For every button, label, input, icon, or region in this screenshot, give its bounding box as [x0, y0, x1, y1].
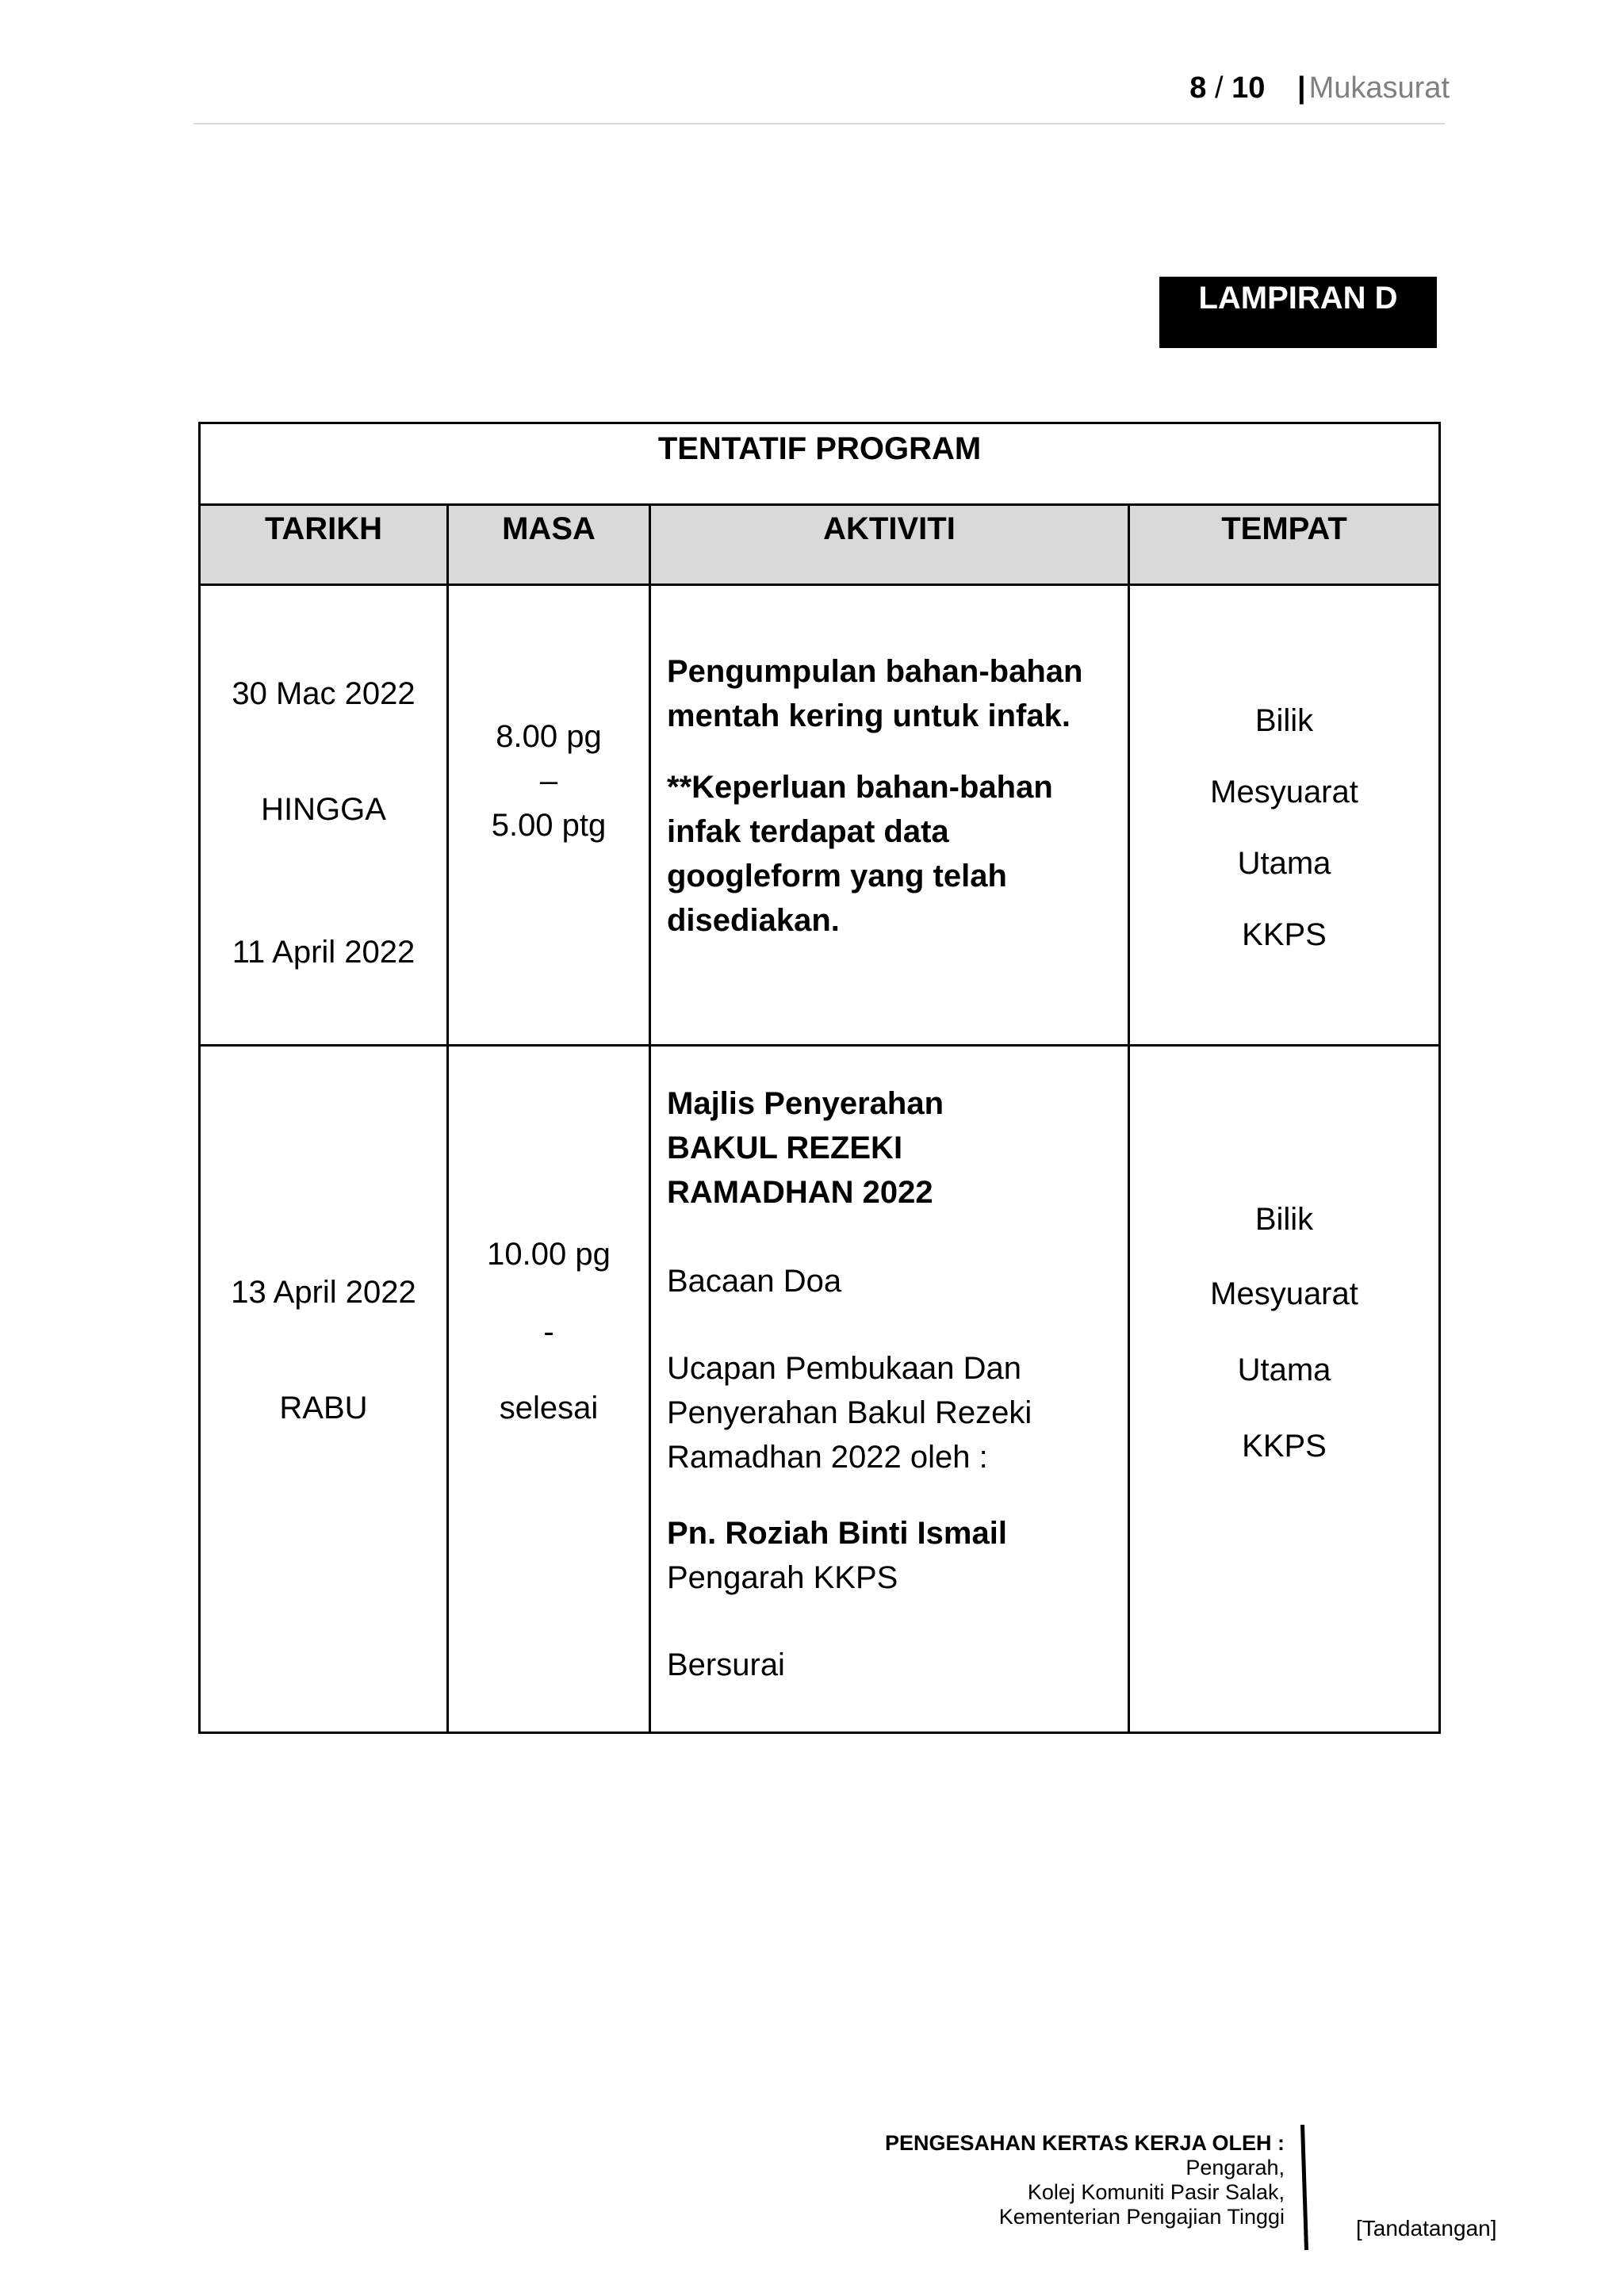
- time-dash: –: [539, 763, 558, 798]
- cell-tarikh: [200, 585, 448, 1046]
- cell-tarikh: [200, 1046, 448, 1733]
- activity-heading: RAMADHAN 2022: [667, 1175, 933, 1210]
- activity-heading: BAKUL REZEKI: [667, 1131, 903, 1165]
- cell-tempat: [1129, 585, 1440, 1046]
- approval-line: Kementerian Pengajian Tinggi: [998, 2205, 1285, 2229]
- date-end: 11 April 2022: [232, 935, 416, 970]
- activity-person-role: Pengarah KKPS: [667, 1560, 898, 1595]
- column-header-tempat: TEMPAT: [1129, 505, 1440, 585]
- cell-masa: [448, 1046, 650, 1733]
- time-start: 10.00 pg: [487, 1237, 611, 1272]
- table-row: [200, 585, 1440, 1046]
- cell-masa: [448, 585, 650, 1046]
- venue-line: Bilik: [1254, 703, 1314, 738]
- activity-speech: Ucapan Pembukaan Dan Penyerahan Bakul Rezeki Ramadhan 2022 oleh :: [667, 1351, 1032, 1475]
- cell-tempat: [1129, 1046, 1440, 1733]
- page-number: [1189, 68, 1450, 108]
- event-day: RABU: [279, 1391, 368, 1425]
- column-header-aktiviti: AKTIVITI: [650, 505, 1129, 585]
- approval-title: PENGESAHAN KERTAS KERJA OLEH :: [884, 2131, 1285, 2155]
- page-current: 8: [1189, 71, 1207, 105]
- venue-line: KKPS: [1242, 1429, 1327, 1464]
- approval-block: [885, 2131, 1285, 2229]
- table-title: TENTATIF PROGRAM: [200, 423, 1440, 505]
- time-end: selesai: [499, 1391, 599, 1425]
- signature-divider: [1300, 2125, 1308, 2250]
- venue-line: Mesyuarat: [1210, 1276, 1358, 1311]
- cell-aktiviti: [650, 585, 1129, 1046]
- page-total: 10: [1231, 71, 1266, 105]
- activity-text: Pengumpulan bahan-bahan mentah kering untuk infak.: [667, 654, 1083, 733]
- activity-heading: Majlis Penyerahan: [667, 1086, 944, 1121]
- venue-line: KKPS: [1242, 917, 1327, 952]
- venue-line: Utama: [1237, 846, 1331, 881]
- page-word: Mukasurat: [1308, 71, 1450, 105]
- page-separator: /: [1214, 71, 1224, 105]
- activity-person-name: Pn. Roziah Binti Ismail: [667, 1516, 1007, 1551]
- activity-doa: Bacaan Doa: [667, 1264, 842, 1299]
- venue-line: Bilik: [1254, 1202, 1314, 1237]
- time-end: 5.00 ptg: [491, 808, 607, 843]
- appendix-label: LAMPIRAN D: [1159, 277, 1437, 348]
- cell-aktiviti: [650, 1046, 1129, 1733]
- signature-placeholder: [Tandatangan]: [1356, 2216, 1497, 2241]
- activity-note: **Keperluan bahan-bahan infak terdapat data googleform yang telah disediakan.: [667, 770, 1053, 938]
- approval-line: Pengarah,: [1185, 2156, 1285, 2179]
- header-divider: [193, 123, 1445, 124]
- date-until: HINGGA: [261, 792, 386, 827]
- date-start: 30 Mac 2022: [232, 676, 416, 711]
- time-start: 8.00 pg: [496, 719, 602, 754]
- table-row: [200, 1046, 1440, 1733]
- approval-line: Kolej Komuniti Pasir Salak,: [1027, 2180, 1285, 2204]
- venue-line: Mesyuarat: [1210, 775, 1358, 809]
- column-header-tarikh: TARIKH: [200, 505, 448, 585]
- page-bar: |: [1297, 71, 1306, 105]
- activity-closing: Bersurai: [667, 1647, 785, 1682]
- venue-line: Utama: [1237, 1353, 1331, 1387]
- program-schedule-table: [198, 422, 1441, 1734]
- event-date: 13 April 2022: [231, 1275, 416, 1310]
- column-header-masa: MASA: [448, 505, 650, 585]
- time-dash: -: [543, 1314, 554, 1349]
